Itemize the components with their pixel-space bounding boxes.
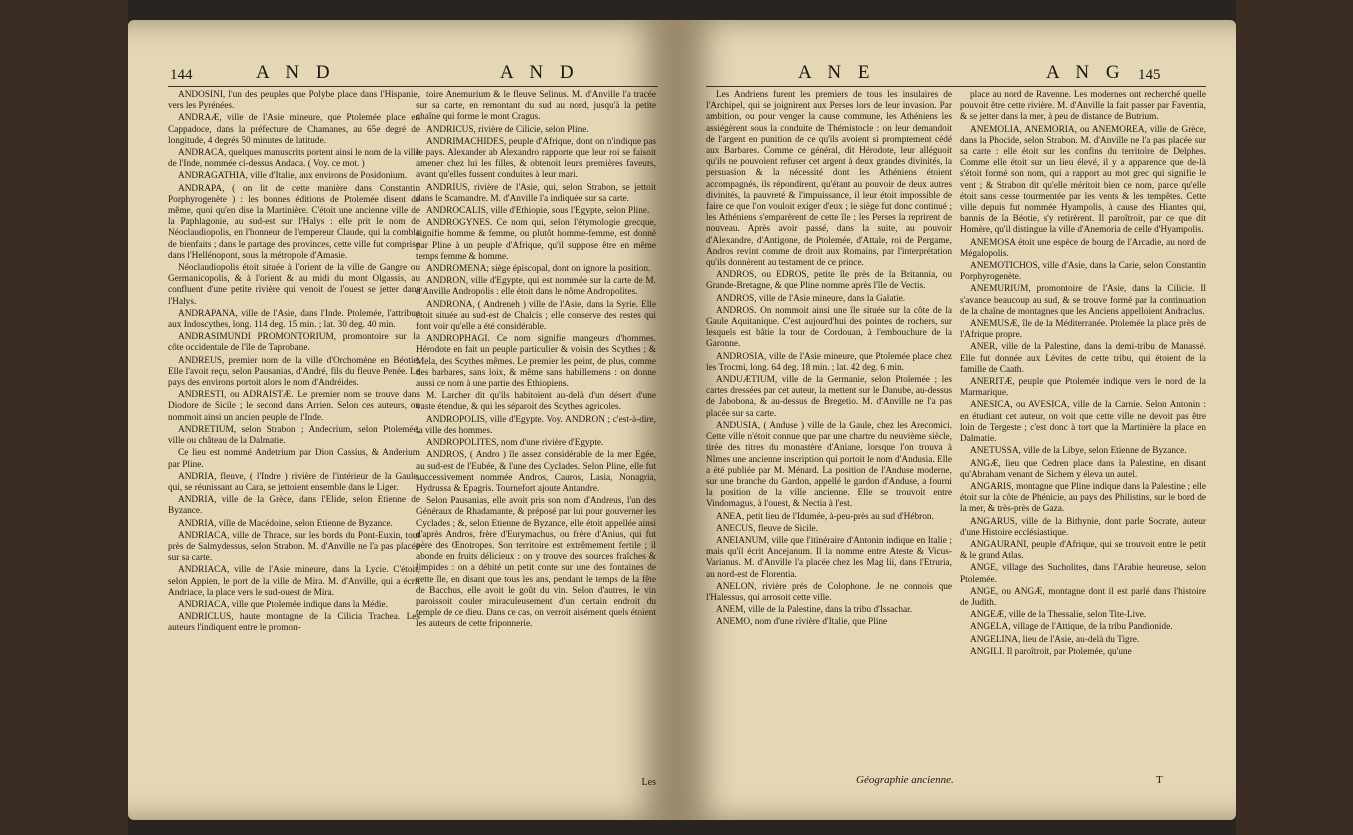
- entry-paragraph: ANGELINA, lieu de l'Asie, au-delà du Tigre.: [970, 634, 1140, 645]
- entry-paragraph: ANGE, ou ANGÆ, montagne dont il est parlé dans l'histoire de Judith.: [960, 586, 1206, 608]
- entry-paragraph: ANGILI. Il paroîtroit, par Ptolemée, qu'une: [970, 646, 1132, 657]
- entry-paragraph: ANDROPHAGI. Ce nom signifie mangeurs d'hommes. Hérodote en fait un peuple particulier & voisin des Scythes ; & Mela, des Scythes mêmes. Le premier les peint, de plus, comme des barbares, sans loix, & même sans habillemens : on donne aussi ce nom à une partie des Ethiopiens.: [416, 334, 656, 390]
- entry-paragraph: ANDRONA, ( Andreneh ) ville de l'Asie, dans la Syrie. Elle étoit située au sud-est de Chalcis ; elle conserve des restes qui font voir qu'elle a été considérable.: [416, 299, 656, 333]
- entry-paragraph: ANEMUSÆ, île de la Méditerranée. Ptolemée la place près de l'Afrique propre.: [960, 319, 1206, 341]
- entry-paragraph: ANEA, petit lieu de l'Idumée, à-peu-près au sud d'Hébron.: [716, 511, 934, 522]
- entry-paragraph: ANDRIACA, ville de Thrace, sur les bords du Pont-Euxin, tout près de Salmydessus, selon Strabon. M. d'Anville ne l'a pas placée sur sa carte.: [168, 530, 420, 564]
- left-page-number: 144: [170, 67, 193, 83]
- entry-paragraph: ANDRACA, quelques manuscrits portent ainsi le nom de la ville de l'Inde, nommée ci-dessus Andaca. ( Voy. ce mot. ): [168, 148, 420, 170]
- left-column-1: [168, 90, 420, 636]
- entry-paragraph: ANDRIACA, ville que Ptolemée indique dans la Médie.: [178, 599, 388, 610]
- entry-paragraph: ANDUÆTIUM, ville de la Germanie, selon Ptolemée ; les cartes dressées par cet auteur, la mettent sur le Danube, au-dessus de Jabobona, & au-dessus de Bregetio. M. d'Anville ne l'a pas placée sur sa carte.: [706, 375, 952, 419]
- entry-paragraph: ANGARIS, montagne que Pline indique dans la Palestine ; elle étoit sur la côte de Phénicie, au pays des Philistins, sur le bord de la mer, & très-près de Gaza.: [960, 481, 1206, 515]
- entry-paragraph: ANDRIA, ville de Macédoine, selon Etienne de Byzance.: [178, 518, 393, 529]
- entry-paragraph: ANDROS. On nommoit ainsi une île située sur la côte de la Gaule Aquitanique. C'est aujourd'hui des pointes de rochers, sur lesquels est bâtie la tour de Cordouan, à l'embouchure de la Garonne.: [706, 305, 952, 350]
- right-header-right: A N G: [1046, 62, 1126, 83]
- entry-paragraph: ANDUSIA, ( Anduse ) ville de la Gaule, chez les Arecomici. Cette ville n'étoit connue que par une chartre du neuvième siècle, tirée des titres du monastère d'Aniane, lorsque l'on trouva à Nîmes une ancienne inscription qui portoit le nom d'Andusia. Elle a été publiée par M. Ménard. La position de l'Anduse moderne, sur une branche du Gardon, appellé le gardon d'Anduse, a fourni la position de la ville ancienne. Elle se trouvoit entre Vindomagus, à l'ouest, & Nectia à l'est.: [706, 420, 952, 510]
- right-column-2: [960, 90, 1206, 659]
- left-column-2: [416, 90, 656, 632]
- entry-paragraph: ANDRAPA, ( on lit de cette manière dans Constantin Porphyrogenète ) : les bonnes éditions de Ptolemée disent de même, quoi qu'en dise la Martinière. C'étoit une ancienne ville de la Paphlagonie, au sud-est sur l'Halys : elle prit le nom de Néoclaudiopolis, en l'honneur de l'empereur Claude, qui la combla de bienfaits ; dans le partage des provinces, cette ville fut comprise dans l'Hellénopont, sous la métropole d'Amasie.: [168, 183, 420, 261]
- right-header-rule: [706, 86, 1206, 87]
- entry-paragraph: ANDRON, ville d'Egypte, qui est nommée sur la carte de M. d'Anville Andropolis : elle étoit dans le nôme Andropolites.: [416, 276, 656, 298]
- left-header-left: A N D: [256, 62, 336, 83]
- entry-paragraph: ANDROPOLITES, nom d'une rivière d'Egypte.: [426, 438, 604, 449]
- right-footer: Géographie ancienne.: [856, 774, 954, 786]
- entry-paragraph: ANDRETIUM, selon Strabon ; Andecrium, selon Ptolemée, ville ou château de la Dalmatie.: [168, 424, 420, 447]
- entry-paragraph: ANDROGYNES. Ce nom qui, selon l'étymologie grecque, signifie homme & femme, ou plutôt homme-femme, est donné par Pline à un peuple d'Afrique, qu'il suppose être en même temps femme & homme.: [416, 218, 656, 262]
- entry-paragraph: M. Larcher dit qu'ils habitoient au-delà d'un désert d'une vaste étendue, & qui les séparoit des Scythes agricoles.: [416, 391, 656, 413]
- left-header-right: A N D: [500, 62, 580, 83]
- entry-paragraph: ANGE, village des Sucholites, dans l'Arabie heureuse, selon Ptolemée.: [960, 563, 1206, 585]
- entry-paragraph: ANDROS, ou EDROS, petite île près de la Britannia, ou Grande-Bretagne, & que Pline nomme après l'île de Vectis.: [706, 270, 952, 292]
- entry-paragraph: place au nord de Ravenne. Les modernes ont recherché quelle pouvoit être cette rivière. M. d'Anville la fait passer par Faventia, & se jetter dans la mer, à peu de distance de Butrium.: [960, 90, 1206, 123]
- left-header-rule: [168, 86, 658, 87]
- entry-paragraph: ANDRIUS, rivière de l'Asie, qui, selon Strabon, se jettoit dans le Scamandre. M. d'Anville l'a indiquée sur sa carte.: [416, 182, 656, 204]
- entry-paragraph: ANETUSSA, ville de la Libye, selon Etienne de Byzance.: [970, 446, 1187, 457]
- entry-paragraph: ANGELA, village de l'Attique, de la tribu Pandionide.: [970, 622, 1173, 633]
- entry-paragraph: ANDRIA, fleuve, ( l'Indre ) rivière de l'intérieur de la Gaule, qui, se réunissant au Cara, se jettoient ensemble dans le Liger.: [168, 471, 420, 493]
- entry-paragraph: ANDROS, ville de l'Asie mineure, dans la Galatie.: [716, 293, 906, 304]
- right-book-edge: [1236, 0, 1353, 835]
- entry-paragraph: ANDRIMACHIDES, peuple d'Afrique, dont on n'indique pas le pays. Alexander ab Alexandro rapporte que leur roi se faisoit amener chez lui les filles, & obtenoit leurs premières faveurs, avant qu'elles fussent conduites à leur mari.: [416, 136, 656, 181]
- entry-paragraph: ANGARUS, ville de la Bithynie, dont parle Socrate, auteur d'une Histoire ecclésiastique.: [960, 516, 1206, 538]
- entry-paragraph: Les Andriens furent les premiers de tous les insulaires de l'Archipel, qui se joignirent aux Perses lors de leur invasion. Par ambition, ou pour venger la cause commune, les Athéniens les assiégèrent sous la conduite de Thémistocle : on leur demandoit de l'argent en punition de ce qu'ils avoient si promptement cédé aux Barbares. Comme ce général, dit Hérodote, leur alléguoit qu'ils ne pouvoient refuser cet argent à deux grandes divinités, la persuasion & la nécessité dont les Athéniens étoient accompagnés, ils répondirent, qu'étant au pouvoir de deux autres divinités, la pauvreté & l'impuissance, il leur étoit impossible de faire ce que l'on vouloit exiger d'eux ; le siège fut donc continué ; les Athéniens s'emparèrent de cette île ; les Perses la reprirent de nouveau. Après avoir passé, dans la suite, au pouvoir d'Alexandre, d'Antigone, de Ptolemée, d'Attale, roi de Pergame, Andros revint comme de droit aux Romains, par l'interprétation qu'ils donnèrent au testament de ce prince.: [706, 90, 952, 269]
- entry-paragraph: ANDROPOLIS, ville d'Egypte. Voy. ANDRON ; c'est-à-dire, la ville des hommes.: [416, 414, 656, 436]
- right-header-left: A N E: [798, 62, 876, 83]
- entry-paragraph: Selon Pausanias, elle avoit pris son nom d'Andreus, l'un des Généraux de Rhadamante, & préposé par lui pour gouverner les Cyclades ; &, selon Etienne de Byzance, elle étoit appellée ainsi d'après Andros, frère d'Eurymachus, ou frère d'Anius, qui fut père des Œnotropes. Son territoire est extrêmement fertile ; il abonde en fruits délicieux : on y trouve des sources fraîches & limpides : on a débité un petit conte sur une des fontaines de cette île, en disant que tous les ans, pendant le temps de la fête de Bacchus, elle avoit le goût du vin. Selon d'autres, le vin paroissoit couler miraculeusement d'un certain endroit du temple de ce dieu. Dans ce cas, on verroit aisément quels étoient les auteurs de cette friponnerie.: [416, 496, 656, 630]
- entry-paragraph: ANEMOTICHOS, ville d'Asie, dans la Carie, selon Constantin Porphyrogenète.: [960, 261, 1206, 283]
- right-signature: T: [1156, 774, 1163, 786]
- entry-paragraph: ANGAURANI, peuple d'Afrique, qui se trouvoit entre le petit & le grand Atlas.: [960, 539, 1206, 562]
- entry-paragraph: toire Anemurium & le fleuve Selinus. M. d'Anville l'a tracée sur sa carte, en remontant du sud au nord, jusqu'à la petite chaîne qui forme le mont Cragus.: [416, 90, 656, 123]
- entry-paragraph: ANEIANUM, ville que l'itinéraire d'Antonin indique en Italie ; mais qu'il écrit Ancejanum. Il la nomme entre Ateste & Vicus-Varianus. M. d'Anville l'a placée chez les Mag lii, dans l'Etruria, au nord-est de Florentia.: [706, 535, 952, 580]
- left-page: [128, 20, 676, 820]
- entry-paragraph: ANDRESTI, ou ADRAISTÆ. Le premier nom se trouve dans Diodore de Sicile ; le second dans Arrien. Selon ces auteurs, on nommoit ainsi un ancien peuple de l'Inde.: [168, 390, 420, 423]
- entry-paragraph: ANDRAÆ, ville de l'Asie mineure, que Ptolemée place en Cappadoce, dans la préfecture de Chamanes, au 65e degré de longitude, 4 degrés 50 minutes de latitude.: [168, 113, 420, 146]
- right-column-1: [706, 90, 952, 630]
- entry-paragraph: ANDRICLUS, haute montagne de la Cilicia Trachea. Les auteurs l'indiquent entre le promon-: [168, 612, 420, 634]
- right-page: [676, 20, 1236, 820]
- entry-paragraph: ANERITÆ, peuple que Ptolemée indique vers le nord de la Marmarique.: [960, 377, 1206, 399]
- entry-paragraph: ANECUS, fleuve de Sicile.: [716, 523, 818, 534]
- entry-paragraph: ANDROSIA, ville de l'Asie mineure, que Ptolemée place chez les Trocmi, long. 64 deg. 18 min. ; lat. 42 deg. 6 min.: [706, 351, 952, 373]
- entry-paragraph: ANDRASIMUNDI PROMONTORIUM, promontoire sur la côte occidentale de l'île de Taprobane.: [168, 332, 420, 354]
- entry-paragraph: ANGÆ, lieu que Cedren place dans la Palestine, en disant qu'Abraham venant de Sichem y éleva un autel.: [960, 458, 1206, 480]
- entry-paragraph: ANESICA, ou AVESICA, ville de la Carnie. Selon Antonin : en étudiant cet auteur, on voit que cette ville ne devoit pas être loin de Tergeste ; c'est donc à tort que la Martinière la place en Dalmatie.: [960, 400, 1206, 445]
- entry-paragraph: ANDRICUS, rivière de Cilicie, selon Pline.: [426, 124, 589, 135]
- entry-paragraph: ANELON, rivière près de Colophone. Je ne connois que l'Halessus, qui arrosoit cette ville.: [706, 581, 952, 603]
- entry-paragraph: ANEMURIUM, promontoire de l'Asie, dans la Cilicie. Il s'avance beaucoup au sud, & se trouve formé par la continuation de la chaîne de montagnes que les Anciens appelloient Andraclus.: [960, 284, 1206, 317]
- entry-paragraph: ANDROMENA; siège épiscopal, dont on ignore la position.: [426, 264, 651, 275]
- entry-paragraph: ANEM, ville de la Palestine, dans la tribu d'Issachar.: [716, 605, 913, 616]
- entry-paragraph: Néoclaudiopolis étoit située à l'orient de la ville de Gangre ou Germanicopolis, & à l'orient & au midi du mont Olgassis, au confluent d'une petite rivière qui venoit de l'ouest se jetter dans l'Halys.: [168, 263, 420, 307]
- entry-paragraph: ANDROCALIS, ville d'Ethiopie, sous l'Egypte, selon Pline.: [426, 206, 650, 217]
- entry-paragraph: ANDREUS, premier nom de la ville d'Orchomène en Béotie. Elle l'avoit reçu, selon Pausanias, d'André, fils du fleuve Penée. Le pays des environs portoit alors le nom d'Andréides.: [168, 355, 420, 389]
- entry-paragraph: ANGEÆ, ville de la Thessalie, selon Tite-Live.: [970, 610, 1147, 621]
- right-page-number: 145: [1138, 67, 1161, 83]
- entry-paragraph: Ce lieu est nommé Andetrium par Dion Cassius, & Anderium par Pline.: [168, 448, 420, 470]
- entry-paragraph: ANEMOLIA, ANEMORIA, ou ANEMOREA, ville de Grèce, dans la Phocide, selon Strabon. M. d'Anville ne l'a pas placée sur sa carte : elle étoit sur les confins du territoire de Delphes. Comme elle étoit sur un lieu élevé, il y a apparence que de-là s'étoit formé son nom, qui a rapport au mot grec qui signifie le vent ; & Strabon dit qu'elle méritoit bien ce nom, parce qu'elle étoit sans cesse tourmentée par les vents & les tempêtes. Cette ville depuis fut nommée Hyampolis, à cause des Hiantes qui, bannis de la Béotie, s'y retirèrent. Il paroîtroit, par ce que dit Homère, qu'il distingue la ville d'Anemoria de celle d'Hyampolis.: [960, 124, 1206, 236]
- entry-paragraph: ANDRAPANA, ville de l'Asie, dans l'Inde. Ptolemée, l'attribue aux Indoscythes, long. 114 deg. 15 min. ; lat. 30 deg. 40 min.: [168, 308, 420, 331]
- entry-paragraph: ANDRIACA, ville de l'Asie mineure, dans la Lycie. C'étoit, selon Appien, le port de la ville de Mira. M. d'Anville, qui a écrit Andriace, la place vers le sud-ouest de Mira.: [168, 565, 420, 598]
- entry-paragraph: ANDROS, ( Andro ) île assez considérable de la mer Egée, au sud-est de l'Eubée, & l'une des Cyclades. Selon Pline, elle fut successivement nommée Andros, Cauros, Lasia, Nonagria, Hydrussa & Epagris. Tournefort ajoute Antandre.: [416, 450, 656, 494]
- entry-paragraph: ANEMO, nom d'une rivière d'Italie, que Pline: [716, 617, 888, 628]
- entry-paragraph: ANEMOSA étoit une espèce de bourg de l'Arcadie, au nord de Mégalopolis.: [960, 237, 1206, 259]
- entry-paragraph: ANDRAGATHIA, ville d'Italie, aux environs de Posidonium.: [178, 171, 408, 182]
- left-book-edge: [0, 0, 128, 835]
- entry-paragraph: ANER, ville de la Palestine, dans la demi-tribu de Manassé. Elle fut donnée aux Lévites de cette tribu, qui étoient de la famille de Caath.: [960, 342, 1206, 375]
- left-catchword: Les: [641, 777, 656, 788]
- entry-paragraph: ANDOSINI, l'un des peuples que Polybe place dans l'Hispanie, vers les Pyrénées.: [168, 90, 420, 112]
- entry-paragraph: ANDRIA, ville de la Grèce, dans l'Elide, selon Etienne de Byzance.: [168, 495, 420, 517]
